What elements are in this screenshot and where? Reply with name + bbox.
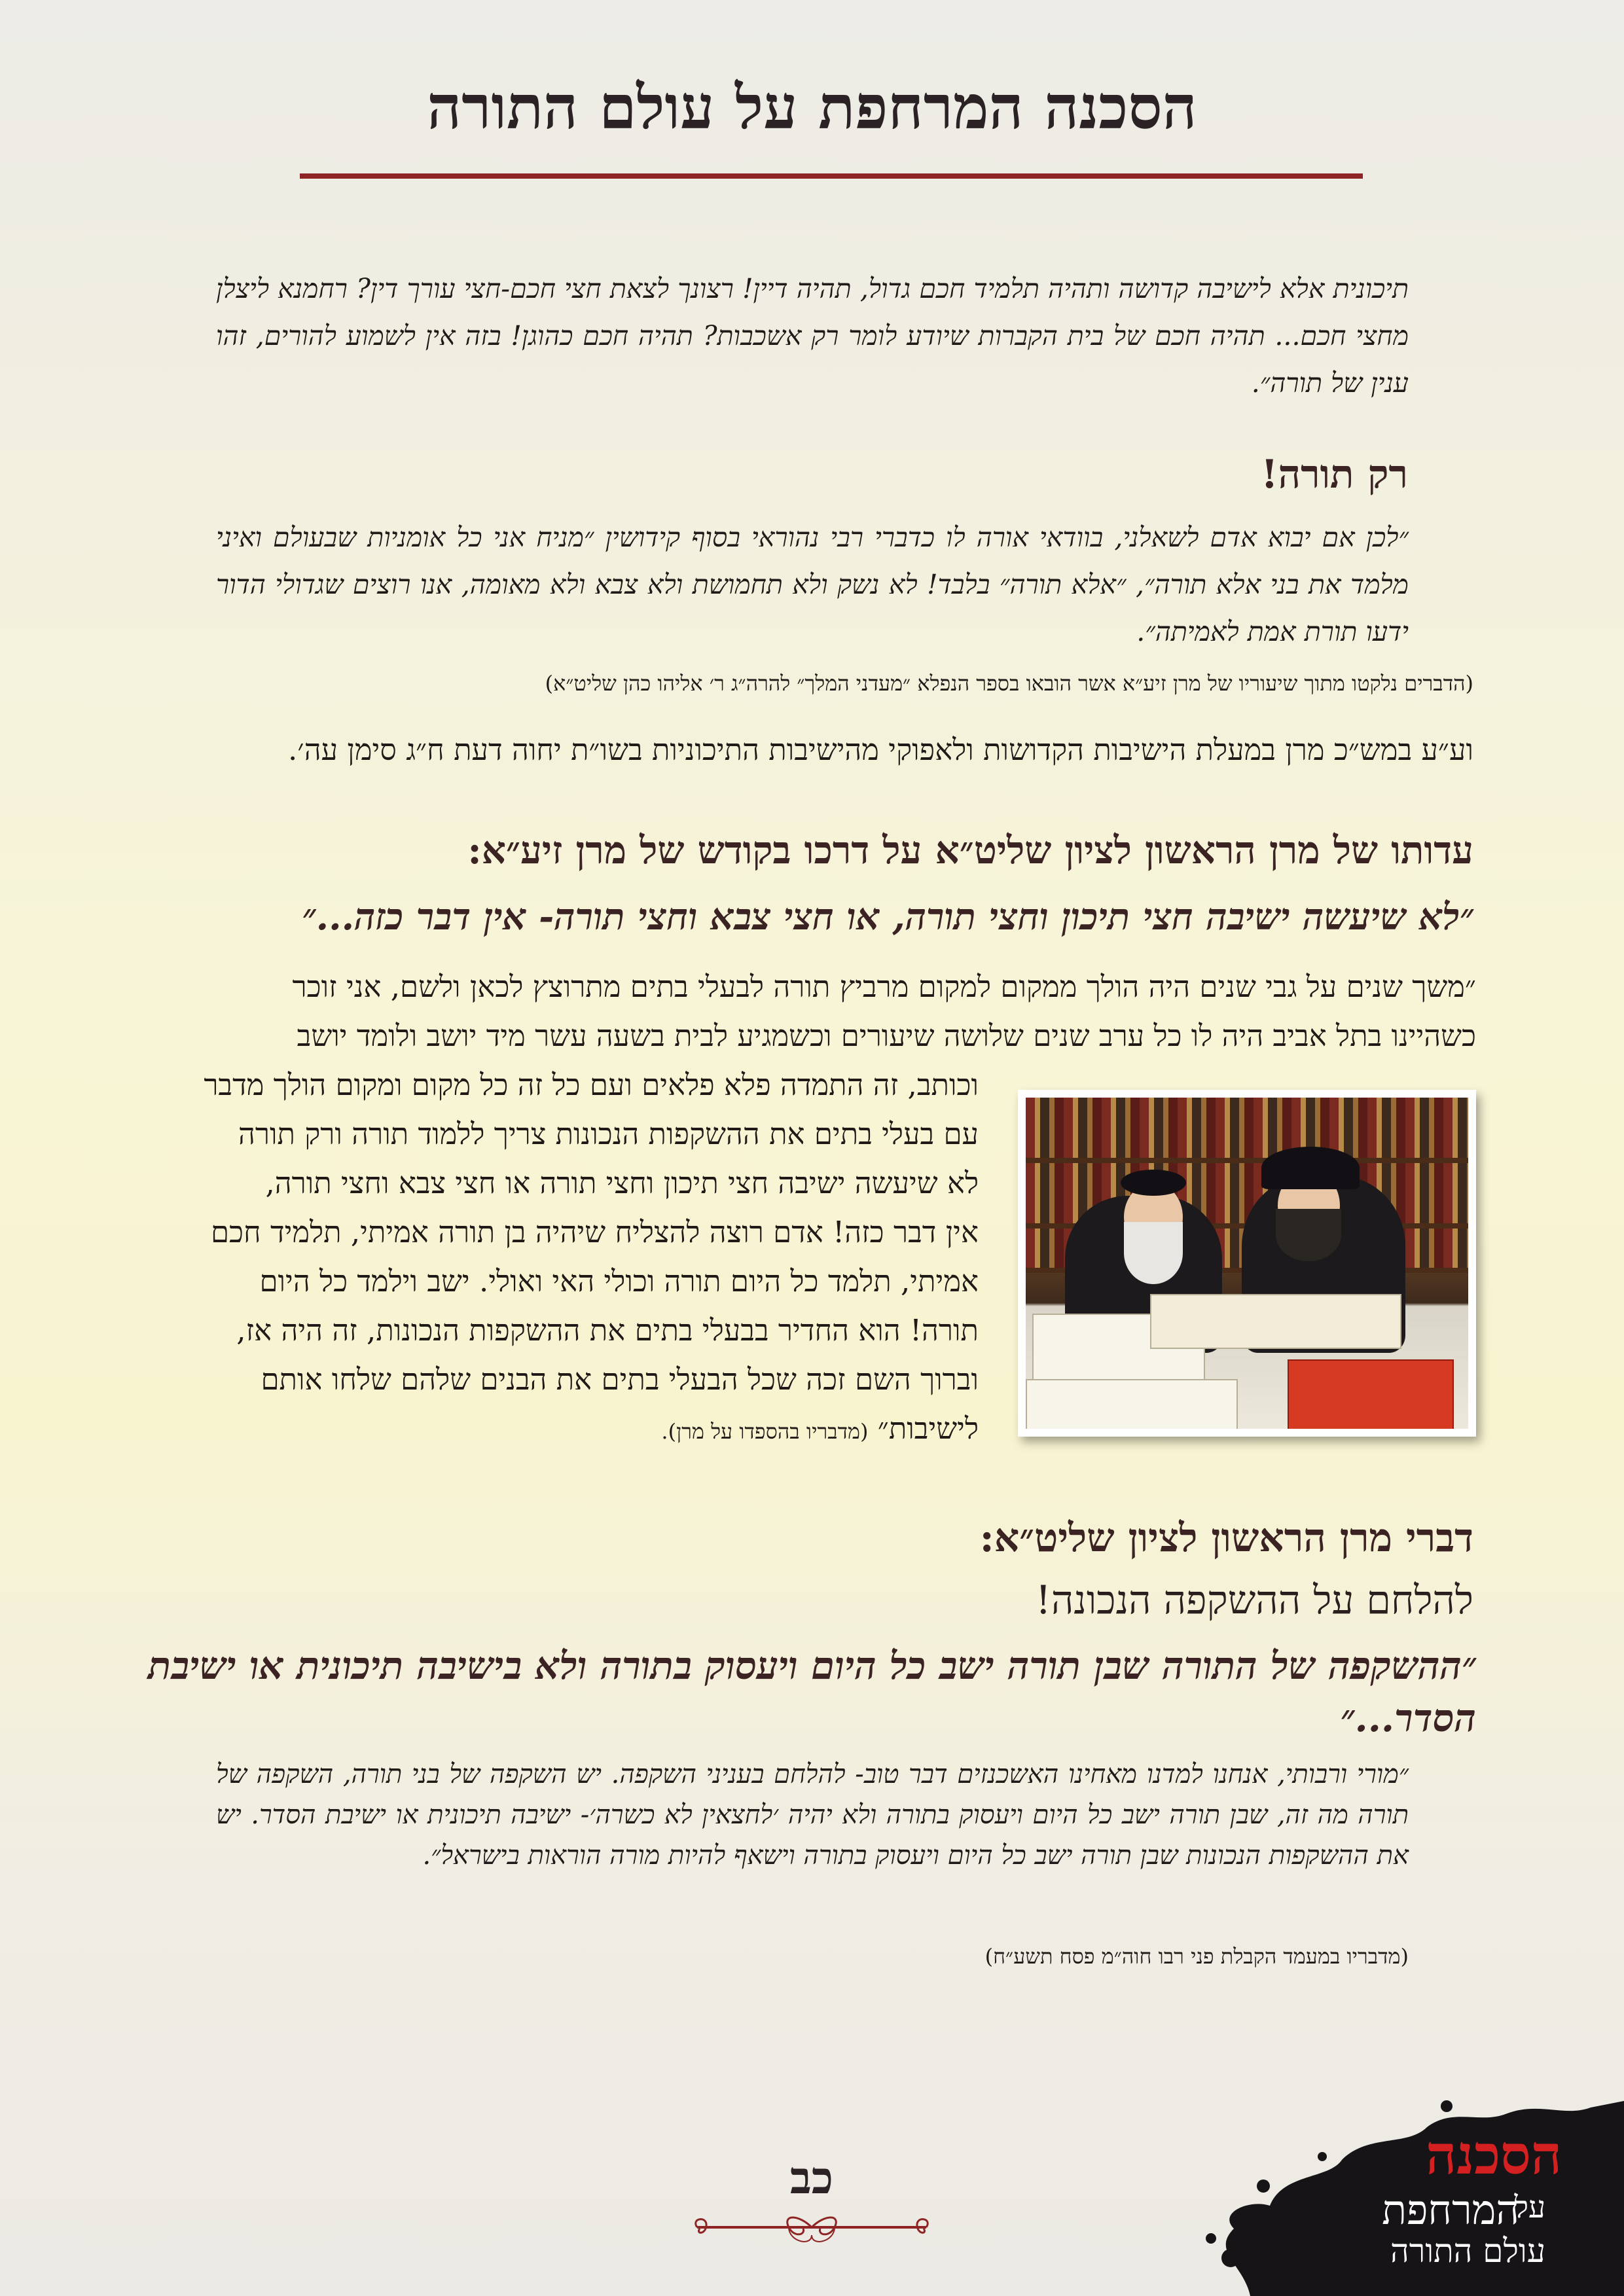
page-number: כב xyxy=(789,2152,833,2204)
testimony-line: וברוך השם זכה שכל הבעלי בתים את הבנים שלהם שלחו אותם xyxy=(261,1362,979,1397)
torah-only-quote: ״לכן אם יבוא אדם לשאלני, בוודאי אורה לו כדברי רבי נהוראי בסוף קידושין ״מניח אני כל אומניות שבעולם ואיני מלמד את בני אלא תורה״, ״אלא תורה״ בלבד! לא נשק ולא תחמושת ולא צבא ולא מאומה, אנו רוצים שגדולי הדור ידעו תורת אמת לאמיתה״. xyxy=(216,522,1409,647)
testimony-subheading: ״לא שיעשה ישיבה חצי תיכון וחצי תורה, או חצי צבא וחצי תורה- אין דבר כזה...״ xyxy=(302,895,1473,939)
torah-only-reference: וע״ע במש״כ מרן במעלת הישיבות הקדושות ולאפוקי מהישיבות התיכוניות בשו״ת יחוה דעת ח״ג סימן עה׳. xyxy=(288,732,1473,767)
two-rabbis-studying-photo xyxy=(1018,1090,1476,1437)
torah-only-source: (הדברים נלקטו מתוך שיעוריו של מרן זיע״א אשר הובאו בספר הנפלא ״מעדני המלך״ להרה״ג ר׳ אליהו כהן שליט״א) xyxy=(545,671,1473,696)
words-quote: ״מורי ורבותי, אנחנו למדנו מאחינו האשכנזים דבר טוב- להלחם בעניני השקפה. יש השקפה של בני תורה, השקפה של תורה מה זה, שבן תורה ישב כל היום ויעסוק בתורה ולא יהיה ׳לחצאין לא כשרה׳- ישיבה תיכונית או ישיבת הסדר. יש את ההשקפות הנכונות שבן תורה ישב כל היום ויעסוק בתורה וישאף להיות מורה הוראות בישראל״. xyxy=(216,1759,1409,1871)
series-logo xyxy=(1172,2088,1624,2296)
logo-word-red: הסכנה xyxy=(1426,2124,1562,2187)
testimony-source: (מדבריו בהספדו על מרן). xyxy=(661,1419,869,1444)
words-big-quote: ״ההשקפה של התורה שבן תורה ישב כל היום ויעסוק בתורה ולא בישיבה תיכונית או ישיבת הסדר...״ xyxy=(147,1643,1476,1740)
testimony-line: וכותב, זה התמדה פלא פלאים ועם כל זה כל מקום ומקום הולך מדבר xyxy=(204,1067,979,1102)
logo-line3: עולם התורה xyxy=(1390,2232,1545,2270)
testimony-line: כשהיינו בתל אביב היה לו כל ערב שנים שלושה שיעורים וכשמגיע לבית בשעה עשר מיד יושב ולומד יושב xyxy=(297,1018,1476,1053)
testimony-last-line xyxy=(147,1404,979,1456)
testimony-line: לא שיעשה ישיבה חצי תיכון וחצי תורה או חצי צבא וחצי תורה, xyxy=(265,1166,979,1200)
testimony-text-full xyxy=(147,962,1476,1060)
section-heading-words: דברי מרן הראשון לציון שליט״א: xyxy=(979,1515,1473,1561)
section-heading-testimony: עדותו של מרן הראשון לציון שליט״א על דרכו בקודש של מרן זיע״א: xyxy=(467,828,1473,872)
logo-line2: המרחפת xyxy=(1382,2186,1519,2234)
intro-paragraph: תיכונית אלא לישיבה קדושה ותהיה תלמיד חכם גדול, תהיה דיין! רצונך לצאת חצי חכם-חצי עורך דין? רחמנא ליצלן מחצי חכם... תהיה חכם של בית הקברות שיודע לומר רק אשכבות? תהיה חכם כהוגן! בזה אין לשמוע להורים, זהו ענין של תורה״. xyxy=(216,273,1409,399)
section-heading-torah-only: רק תורה! xyxy=(1261,452,1408,497)
testimony-line: ״משך שנים על גבי שנים היה הולך ממקום למקום מרביץ תורה לבעלי בתים מתרוצץ לכאן ולשם, אני זוכר xyxy=(292,969,1476,1004)
words-subheading: להלחם על ההשקפה הנכונה! xyxy=(1035,1577,1473,1623)
logo-small: על xyxy=(1514,2189,1545,2225)
flourish-ornament-icon xyxy=(691,2209,933,2248)
title-rule xyxy=(300,173,1363,179)
page-title: הסכנה המרחפת על עולם התורה xyxy=(427,72,1197,143)
testimony-line: אין דבר כזה! אדם רוצה להצליח שיהיה בן תורה אמיתי, תלמיד חכם xyxy=(210,1215,979,1249)
testimony-line: אמיתי, תלמד כל היום תורה וכולי האי ואולי. ישב וילמד כל היום xyxy=(259,1264,979,1299)
testimony-last-line-text: לישיבות״ xyxy=(877,1411,979,1446)
testimony-line: עם בעלי בתים את ההשקפות הנכונות צריך ללמוד תורה ורק תורה xyxy=(238,1117,979,1151)
testimony-line: תורה! הוא החדיר בבעלי בתים את ההשקפות הנכונות, זה היה אז, xyxy=(236,1313,979,1348)
words-source: (מדבריו במעמד הקבלת פני רבו חוה״מ פסח תשע״ח) xyxy=(984,1944,1409,1969)
testimony-text-beside-photo xyxy=(147,1060,979,1456)
